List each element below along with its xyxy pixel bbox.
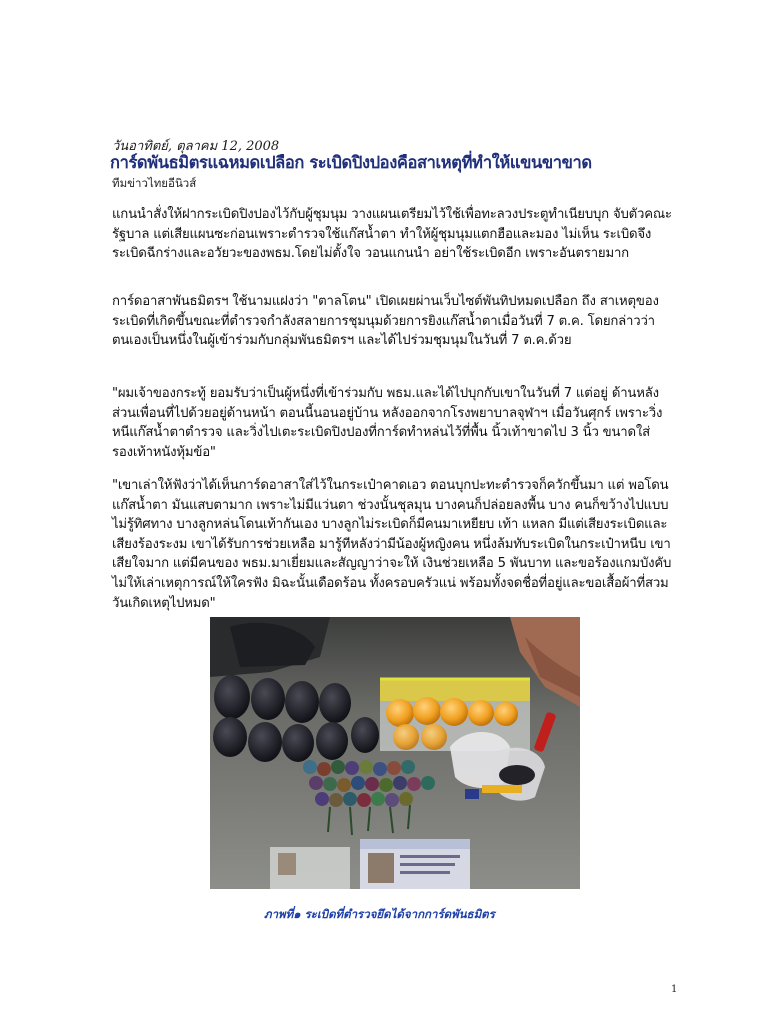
article-date: วันอาทิตย์, ตุลาคม 12, 2008 — [112, 139, 280, 154]
evidence-photo — [210, 617, 580, 889]
article-byline: ทีมข่าวไทยอีนิวส์ — [112, 176, 197, 190]
article-headline: การ์ดพันธมิตรแฉหมดเปลือก ระเบิดปิงปองคือสาเหตุที่ทำให้แขนขาขาด — [110, 153, 592, 172]
article-paragraph: "เขาเล่าให้ฟังว่าได้เห็นการ์ดอาสาใส่ไว้ในกระเป๋าคาดเอว ตอนบุกปะทะตำรวจก็ควักขึ้นมา แต่ พอโดนแก๊สน้ำตา มันแสบตามาก เพราะไม่มีแว่นตา ช่วงนั้นชุลมุน บางคนก็ปล่อยลงพื้น บาง คนก็ขว้างไปแบบไม่รู้ทิศทาง บางลูกหล่นโดนเท้ากันเอง บางลูกไม่ระเบิดก็มีคนมาเหยียบ เท้า แหลก มีแต่เสียงระเบิดและเสียงร้องระงม เขาได้รับการช่วยเหลือ มารู้ทีหลังว่ามีน้องผู้หญิงคน หนึ่งล้มทับระเบิดในกระเป๋าหนีบ เขาเสียใจมาก แต่มีคนของ พธม.มาเยี่ยมและสัญญาว่าจะให้ เงินช่วยเหลือ 5 พันบาท และขอร้องแกมบังคับไม่ให้เล่าเหตุการณ์ให้ใครฟัง มิฉะนั้นเดือดร้อน ทั้งครอบครัวแน่ พร้อมทั้งจดชื่อที่อยู่และขอเสื้อผ้าที่สวมวันเกิดเหตุไปหมด" — [112, 478, 672, 611]
photo-caption: ภาพที่๑ ระเบิดที่ตำรวจยึดได้จากการ์ดพันธมิตร — [264, 907, 495, 921]
page-number: 1 — [671, 984, 678, 995]
article-paragraph: แกนนำสั่งให้ฝากระเบิดปิงปองไว้กับผู้ชุมนุม วางแผนเตรียมไว้ใช้เพื่อทะลวงประตูทำเนียบบุก จับตัวคณะรัฐบาล แต่เสียแผนซะก่อนเพราะตำรวจใช้แก๊สน้ำตา ทำให้ผู้ชุมนุมแตกฮือและมอง ไม่เห็น ระเบิดจึงระเบิดฉีกร่างและอวัยวะของพธม.โดยไม่ตั้งใจ วอนแกนนำ อย่าใช้ระเบิดอีก เพราะอันตรายมาก — [112, 207, 672, 262]
article-paragraph: "ผมเจ้าของกระทู้ ยอมรับว่าเป็นผู้หนึ่งที่เข้าร่วมกับ พธม.และได้ไปบุกกับเขาในวันที่ 7 แต่อยู่ ด้านหลัง ส่วนเพื่อนที่ไปด้วยอยู่ด้านหน้า ตอนนี้นอนอยู่บ้าน หลังออกจากโรงพยาบาลจุฬาฯ เมื่อวันศุกร์ เพราะวิ่งหนีแก๊สน้ำตาตำรวจ และวิ่งไปเตะระเบิดปิงปองที่การ์ดทำหล่นไว้ที่พื้น นิ้วเท้าขาดไป 3 นิ้ว ขนาดใส่รองเท้าหนังหุ้มข้อ" — [112, 386, 663, 460]
article-paragraph: การ์ดอาสาพันธมิตรฯ ใช้นามแฝงว่า "ตาลโตน" เปิดเผยผ่านเว็บไซต์พันทิปหมดเปลือก ถึง สาเหตุของระเบิดที่เกิดขึ้นขณะที่ตำรวจกำลังสลายการชุมนุมด้วยการยิงแก๊สน้ำตาเมื่อวันที่ 7 ต.ค. โดยกล่าวว่าตนเองเป็นหนึ่งในผู้เข้าร่วมกับกลุ่มพันธมิตรฯ และได้ไปร่วมชุมนุมในวันที่ 7 ต.ค.ด้วย — [112, 294, 659, 349]
